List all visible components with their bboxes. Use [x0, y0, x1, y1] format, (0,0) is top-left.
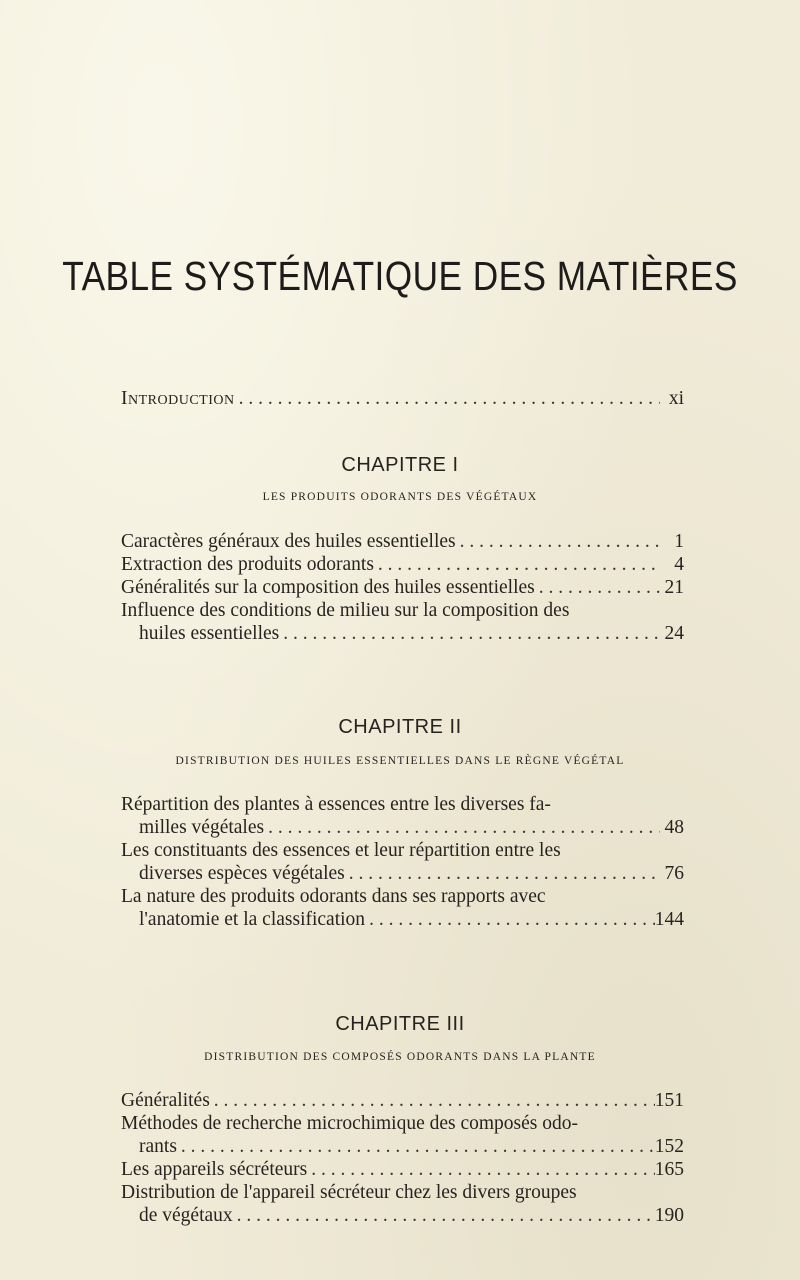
toc-entry-page: 165 [654, 1159, 684, 1180]
toc-entry-title: Les constituants des essences et leur répartition entre les [121, 840, 561, 861]
toc-entry-title-continued: diverses espèces végétales [139, 863, 345, 884]
toc-entry-page: 151 [654, 1090, 684, 1111]
toc-entry-title: Caractères généraux des huiles essentielles [121, 531, 456, 552]
chapter-3-subtitle: DISTRIBUTION DES COMPOSÉS ODORANTS DANS LA PLANTE [204, 1051, 596, 1063]
dot-leader [345, 862, 660, 885]
toc-entry-title: Introduction [121, 388, 235, 409]
chapter-1-subtitle: LES PRODUITS ODORANTS DES VÉGÉTAUX [262, 491, 538, 503]
toc-entry-title: Généralités [121, 1090, 210, 1111]
toc-entry-title-continued: l'anatomie et la classification [139, 909, 366, 930]
dot-leader [177, 1135, 655, 1158]
dot-leader [365, 908, 655, 931]
chapter-1-heading: CHAPITRE I [341, 454, 459, 476]
toc-entry-page: 76 [664, 863, 684, 884]
chapter-3-entries [121, 1089, 684, 1227]
toc-entry-introduction [121, 387, 684, 410]
dot-leader [307, 1158, 655, 1181]
toc-entry-page: 152 [654, 1136, 684, 1157]
toc-entry-title-continued: rants [139, 1136, 177, 1157]
toc-entry-title: La nature des produits odorants dans ses rapports avec [121, 886, 546, 907]
toc-entry-page: xi [668, 388, 684, 409]
toc-entry-page: 190 [654, 1205, 684, 1226]
toc-entry-title: Les appareils sécréteurs [121, 1159, 308, 1180]
dot-leader [210, 1089, 655, 1112]
toc-entry-title: Méthodes de recherche microchimique des composés odo- [121, 1113, 579, 1134]
toc-entry [121, 1158, 684, 1181]
toc-entry-title: Extraction des produits odorants [121, 554, 374, 575]
toc-entry [121, 530, 684, 553]
toc-entry-title: Généralités sur la composition des huiles essentielles [121, 577, 535, 598]
toc-entry-title-continued: de végétaux [139, 1205, 233, 1226]
dot-leader [374, 553, 660, 576]
toc-entry-title-continued: milles végétales [139, 817, 265, 838]
toc-entry [121, 576, 684, 599]
dot-leader [456, 530, 660, 553]
chapter-2-heading: CHAPITRE II [338, 716, 462, 738]
toc-entry-title-continued: huiles essentielles [139, 623, 280, 644]
toc-entry-title: Répartition des plantes à essences entre les diverses fa- [121, 794, 551, 815]
toc-entry [121, 1135, 684, 1158]
toc-entry-title: Influence des conditions de milieu sur la composition des [121, 600, 570, 621]
dot-leader [535, 576, 660, 599]
toc-entry [121, 862, 684, 885]
toc-entry [121, 622, 684, 645]
chapter-1-entries [121, 530, 684, 645]
toc-entry [121, 1089, 684, 1112]
toc-entry [121, 1204, 684, 1227]
dot-leader [279, 622, 660, 645]
toc-entry [121, 553, 684, 576]
toc-entry-page: 24 [664, 623, 684, 644]
page-title: TABLE SYSTÉMATIQUE DES MATIÈRES [62, 253, 738, 299]
chapter-2-entries [121, 793, 684, 931]
dot-leader [264, 816, 660, 839]
toc-entry-page: 48 [664, 817, 684, 838]
dot-leader [233, 1204, 655, 1227]
toc-entry-page: 144 [654, 909, 684, 930]
toc-entry-title: Distribution de l'appareil sécréteur chez les divers groupes [121, 1182, 577, 1203]
dot-leader [235, 387, 660, 410]
toc-entry-page: 4 [674, 554, 684, 575]
chapter-2-subtitle: DISTRIBUTION DES HUILES ESSENTIELLES DANS LE RÈGNE VÉGÉTAL [175, 755, 625, 767]
toc-entry [121, 908, 684, 931]
toc-introduction [121, 387, 684, 410]
toc-entry-page: 21 [664, 577, 684, 598]
chapter-3-heading: CHAPITRE III [335, 1013, 465, 1035]
toc-entry-page: 1 [674, 531, 684, 552]
toc-entry [121, 816, 684, 839]
